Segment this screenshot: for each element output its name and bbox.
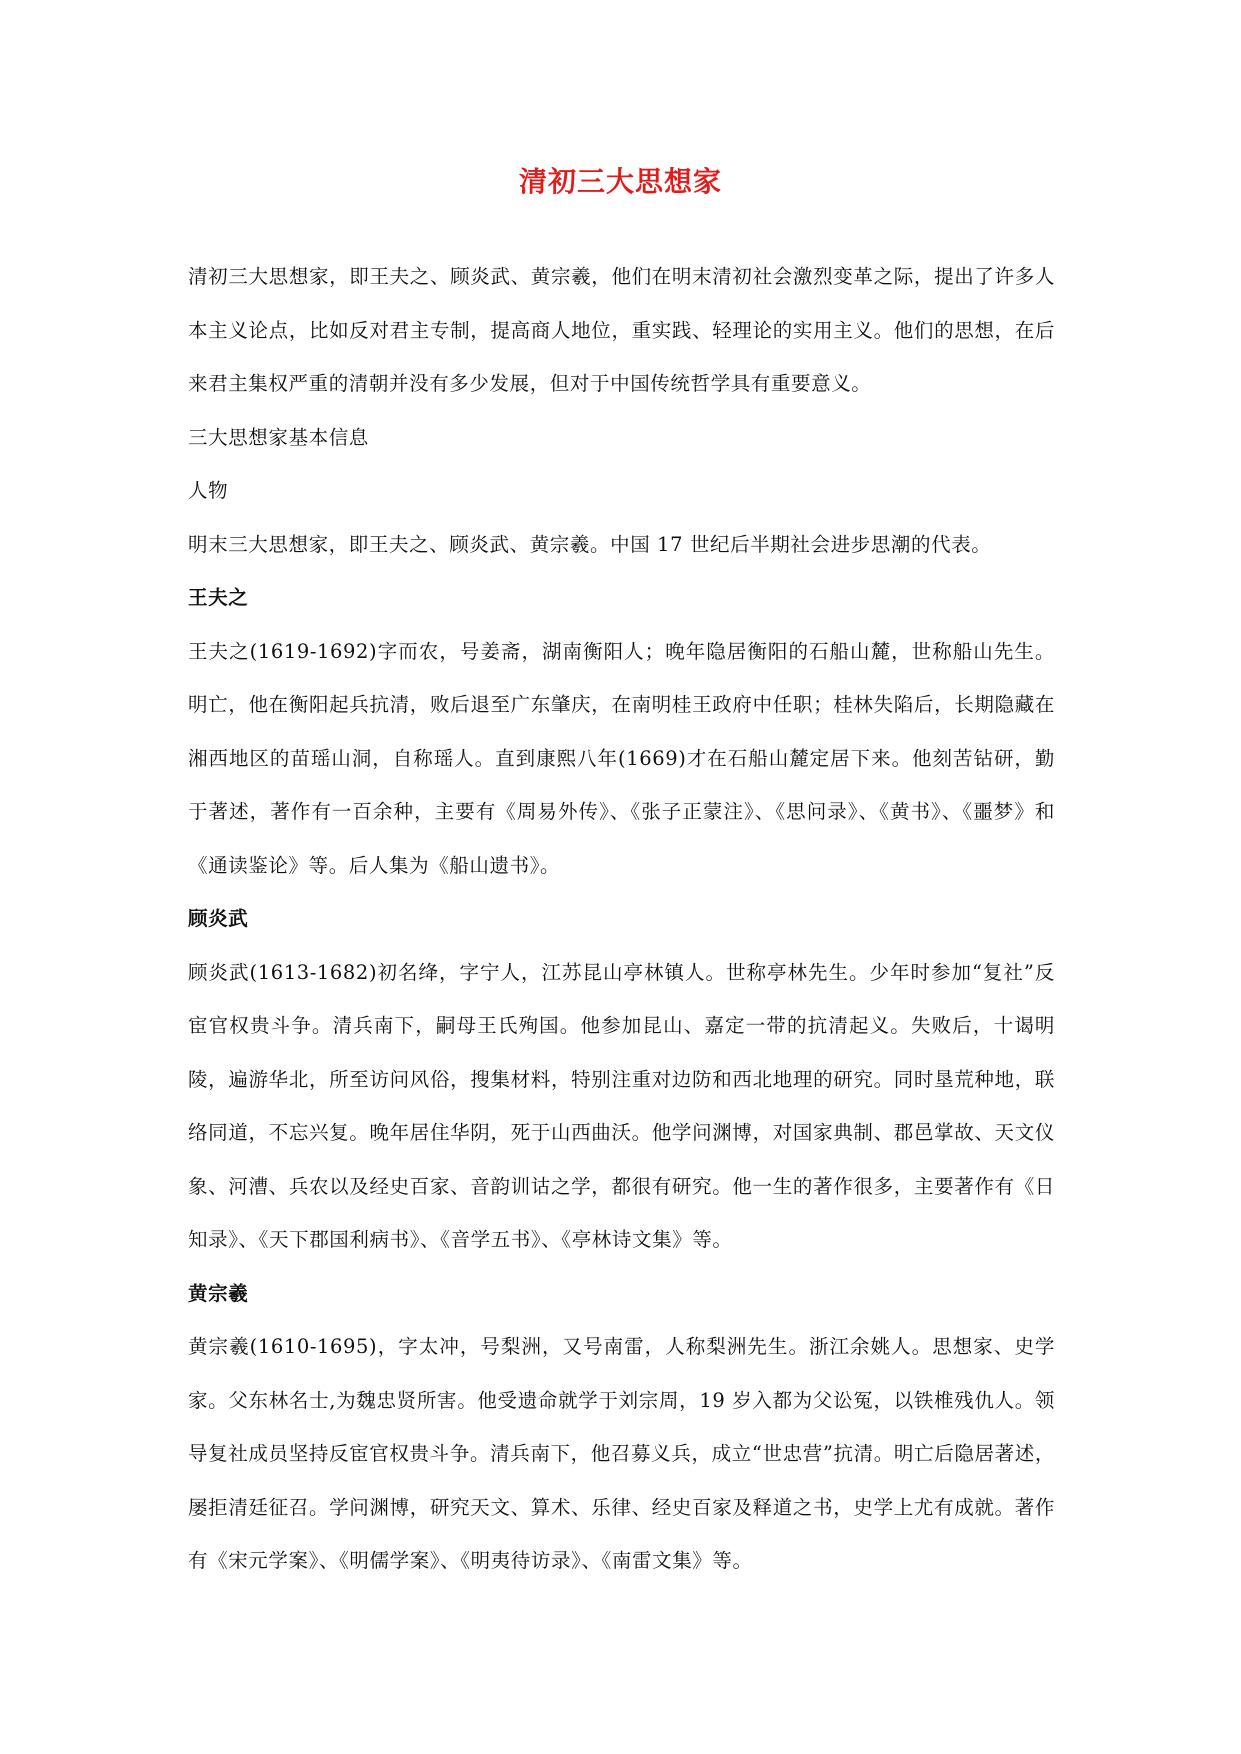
page-title: 清初三大思想家 <box>518 165 722 198</box>
person-bio-huang-zongxi: 黄宗羲(1610-1695)，字太冲，号梨洲，又号南雷，人称梨洲先生。浙江余姚人。思想家、史学家。父东林名士,为魏忠贤所害。他受遗命就学于刘宗周，19 岁入都为父讼冤，以铁椎残仇人。领导复社成员坚持反宦官权贵斗争。清兵南下，他召募义兵，成立“世忠营”抗清。明亡后隐居著述，屡拒清廷征召。学问渊博，研究天文、算术、乐律、经史百家及释道之书，史学上尤有成就。著作有《宋元学案》、《明儒学案》、《明夷待访录》、《南雷文集》等。 <box>188 1335 1055 1572</box>
document-body <box>188 250 1055 1588</box>
person-bio-wang-fuzhi: 王夫之(1619-1692)字而农，号姜斋，湖南衡阳人；晚年隐居衡阳的石船山麓，世称船山先生。明亡，他在衡阳起兵抗清，败后退至广东肇庆，在南明桂王政府中任职；桂林失陷后，长期隐藏在湘西地区的苗瑶山洞，自称瑶人。直到康熙八年(1669)才在石船山麓定居下来。他刻苦钻研，勤于著述，著作有一百余种，主要有《周易外传》、《张子正蒙注》、《思问录》、《黄书》、《噩梦》和《通读鉴论》等。后人集为《船山遗书》。 <box>188 639 1055 877</box>
person-heading-wang-fuzhi: 王夫之 <box>188 586 249 609</box>
person-bio-gu-yanwu: 顾炎武(1613-1682)初名绛，字宁人，江苏昆山亭林镇人。世称亭林先生。少年时参加“复社”反宦官权贵斗争。清兵南下，嗣母王氏殉国。他参加昆山、嘉定一带的抗清起义。失败后，十谒明陵，遍游华北，所至访问风俗，搜集材料，特别注重对边防和西北地理的研究。同时垦荒种地，联络同道，不忘兴复。晚年居住华阴，死于山西曲沃。他学问渊博，对国家典制、郡邑掌故、天文仪象、河漕、兵农以及经史百家、音韵训诂之学，都很有研究。他一生的著作很多，主要著作有《日知录》、《天下郡国利病书》、《音学五书》、《亭林诗文集》等。 <box>188 960 1055 1251</box>
intro-paragraph: 清初三大思想家，即王夫之、顾炎武、黄宗羲，他们在明末清初社会激烈变革之际，提出了许多人本主义论点，比如反对君主专制，提高商人地位，重实践、轻理论的实用主义。他们的思想，在后来君主集权严重的清朝并没有多少发展，但对于中国传统哲学具有重要意义。 <box>188 265 1055 395</box>
subsection-label: 人物 <box>188 479 229 502</box>
person-heading-gu-yanwu: 顾炎武 <box>188 907 249 930</box>
person-heading-huang-zongxi: 黄宗羲 <box>188 1281 249 1305</box>
summary-paragraph: 明末三大思想家，即王夫之、顾炎武、黄宗羲。中国 17 世纪后半期社会进步思潮的代表。 <box>188 532 992 556</box>
section-label: 三大思想家基本信息 <box>188 425 369 449</box>
